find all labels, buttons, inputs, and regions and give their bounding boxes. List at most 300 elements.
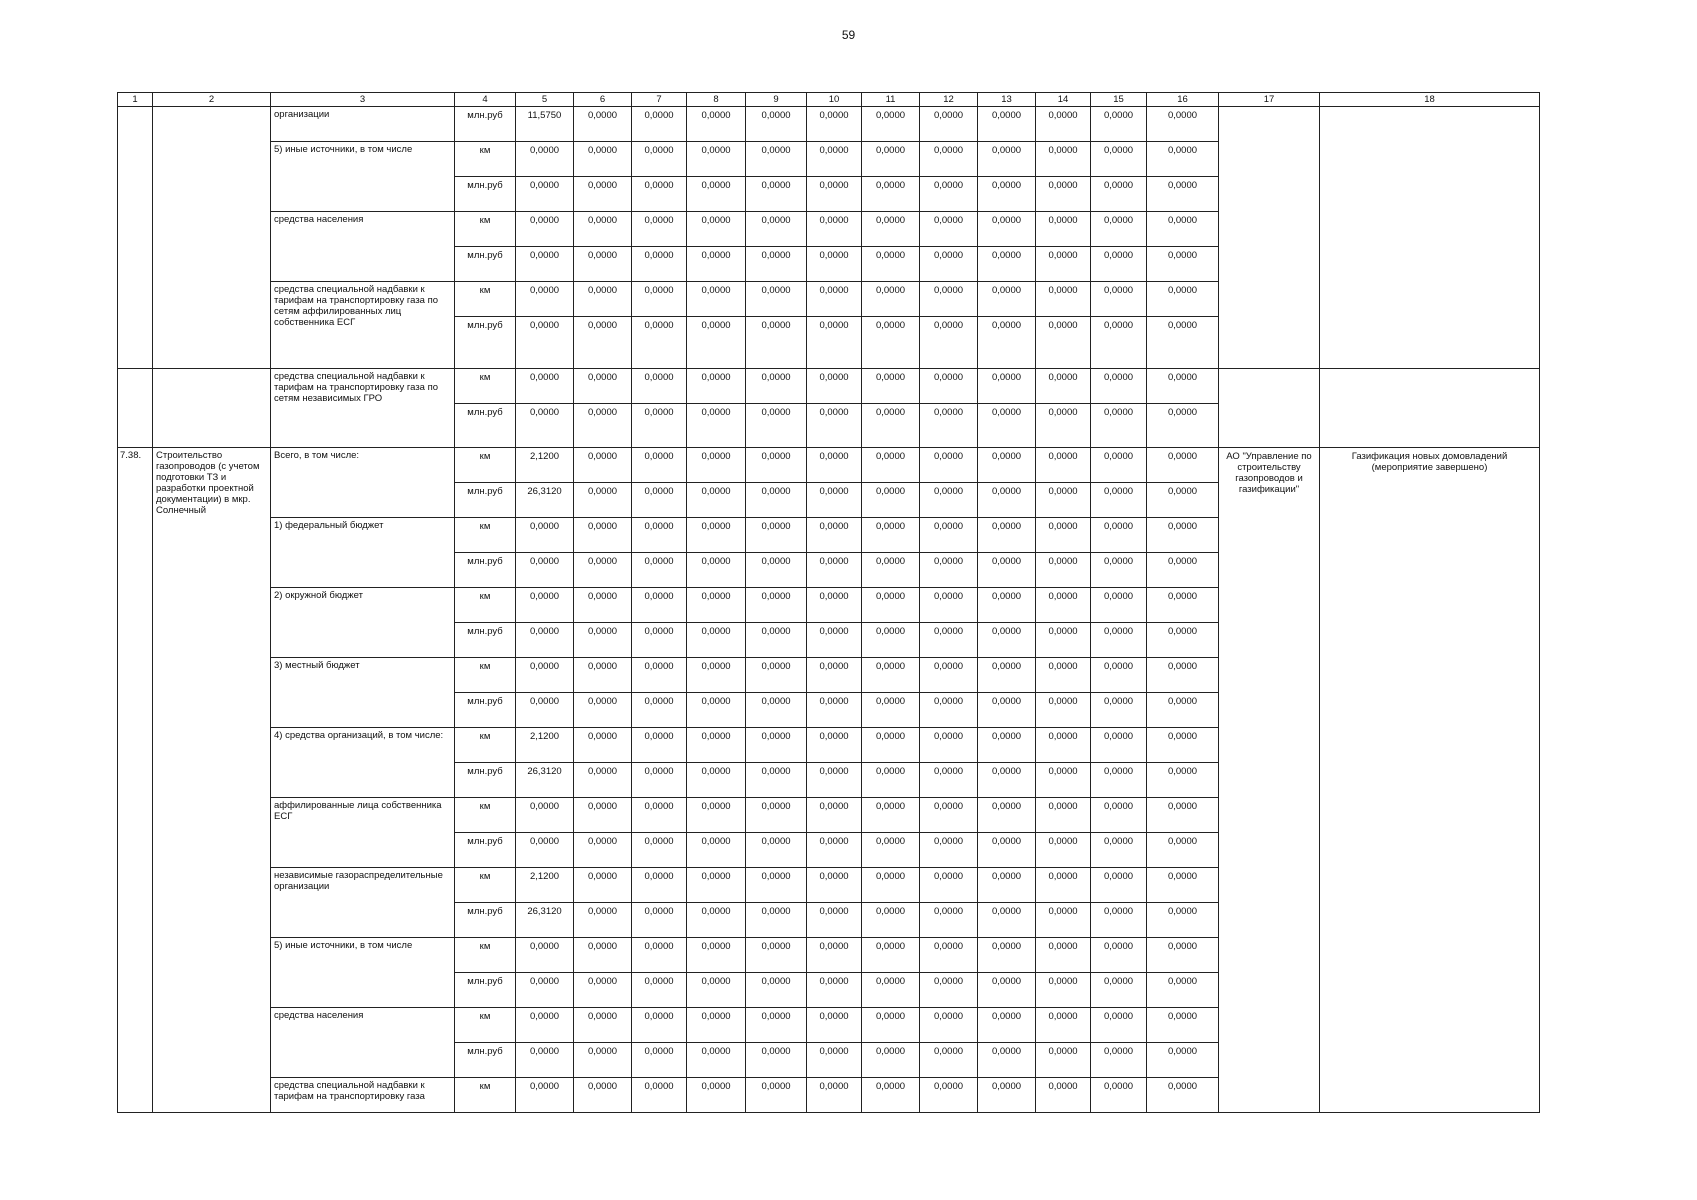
value-cell: 0,0000 [862,282,920,317]
value-cell: 0,0000 [516,833,574,868]
value-cell: 0,0000 [632,623,687,658]
unit-cell: км [455,282,516,317]
executor-cell [1219,369,1320,448]
source-label: средства специальной надбавки к тарифам на транспортировку газа по сетям независимых ГРО [271,369,455,448]
value-cell: 0,0000 [862,177,920,212]
value-cell: 0,0000 [687,973,746,1008]
result: Газификация новых домовладений (мероприятие завершено) [1320,448,1540,1113]
value-cell: 0,0000 [1147,247,1219,282]
value-cell: 0,0000 [1147,282,1219,317]
value-cell: 0,0000 [746,142,807,177]
value-cell: 0,0000 [862,868,920,903]
item-name-cell [153,369,271,448]
source-label: средства специальной надбавки к тарифам на транспортировку газа по сетям аффилированных лиц собственника ЕСГ [271,282,455,369]
source-label: средства специальной надбавки к тарифам на транспортировку газа [271,1078,455,1113]
executor-cell [1219,107,1320,369]
value-cell: 0,0000 [1147,483,1219,518]
unit-cell: млн.руб [455,763,516,798]
value-cell: 0,0000 [1147,728,1219,763]
value-cell: 0,0000 [574,728,632,763]
value-cell: 0,0000 [687,107,746,142]
unit-cell: км [455,588,516,623]
value-cell: 0,0000 [1091,317,1147,369]
value-cell: 0,0000 [1091,588,1147,623]
value-cell: 0,0000 [1091,483,1147,518]
value-cell: 0,0000 [920,833,978,868]
value-cell: 0,0000 [807,973,862,1008]
unit-cell: млн.руб [455,317,516,369]
value-cell: 0,0000 [574,518,632,553]
value-cell: 0,0000 [746,107,807,142]
value-cell: 0,0000 [807,369,862,404]
value-cell: 0,0000 [516,177,574,212]
value-cell: 0,0000 [687,763,746,798]
value-cell: 0,0000 [807,833,862,868]
value-cell: 0,0000 [687,693,746,728]
value-cell: 0,0000 [978,553,1036,588]
value-cell: 0,0000 [862,693,920,728]
value-cell: 0,0000 [1091,247,1147,282]
value-cell: 0,0000 [920,973,978,1008]
value-cell: 0,0000 [862,483,920,518]
value-cell: 0,0000 [1147,658,1219,693]
value-cell: 0,0000 [574,798,632,833]
value-cell: 0,0000 [687,623,746,658]
column-header: 10 [807,93,862,107]
value-cell: 0,0000 [1036,693,1091,728]
value-cell: 0,0000 [574,1043,632,1078]
value-cell: 0,0000 [920,588,978,623]
value-cell: 0,0000 [687,177,746,212]
unit-cell: км [455,798,516,833]
value-cell: 0,0000 [862,798,920,833]
value-cell: 0,0000 [687,212,746,247]
value-cell: 0,0000 [1147,588,1219,623]
item-name-cell [153,107,271,369]
value-cell: 0,0000 [632,518,687,553]
column-header: 9 [746,93,807,107]
value-cell: 0,0000 [1091,518,1147,553]
value-cell: 0,0000 [746,868,807,903]
source-label: 4) средства организаций, в том числе: [271,728,455,798]
value-cell: 0,0000 [687,553,746,588]
value-cell: 0,0000 [632,282,687,317]
value-cell: 0,0000 [746,282,807,317]
unit-cell: км [455,728,516,763]
value-cell: 0,0000 [807,177,862,212]
value-cell: 0,0000 [1091,903,1147,938]
value-cell: 0,0000 [1036,763,1091,798]
source-label: 5) иные источники, в том числе [271,142,455,212]
value-cell: 0,0000 [574,212,632,247]
value-cell: 0,0000 [862,107,920,142]
value-cell: 0,0000 [920,448,978,483]
value-cell: 0,0000 [1147,553,1219,588]
unit-cell: км [455,518,516,553]
value-cell: 0,0000 [1036,177,1091,212]
value-cell: 0,0000 [862,212,920,247]
value-cell: 26,3120 [516,763,574,798]
value-cell: 0,0000 [746,369,807,404]
source-label: Всего, в том числе: [271,448,455,518]
value-cell: 0,0000 [1147,369,1219,404]
source-label: аффилированные лица собственника ЕСГ [271,798,455,868]
value-cell: 0,0000 [1147,763,1219,798]
value-cell: 0,0000 [862,553,920,588]
column-header: 12 [920,93,978,107]
value-cell: 0,0000 [920,553,978,588]
value-cell: 0,0000 [807,658,862,693]
value-cell: 0,0000 [746,903,807,938]
value-cell: 0,0000 [746,247,807,282]
value-cell: 0,0000 [632,1078,687,1113]
value-cell: 0,0000 [687,1078,746,1113]
value-cell: 0,0000 [1091,623,1147,658]
value-cell: 0,0000 [978,728,1036,763]
value-cell: 0,0000 [807,1078,862,1113]
value-cell: 0,0000 [574,553,632,588]
value-cell: 0,0000 [632,903,687,938]
value-cell: 0,0000 [978,588,1036,623]
value-cell: 0,0000 [978,693,1036,728]
value-cell: 0,0000 [1147,142,1219,177]
value-cell: 0,0000 [632,212,687,247]
value-cell: 0,0000 [807,247,862,282]
value-cell: 0,0000 [632,833,687,868]
value-cell: 0,0000 [807,798,862,833]
value-cell: 0,0000 [1036,938,1091,973]
value-cell: 0,0000 [1091,1078,1147,1113]
value-cell: 0,0000 [1036,1008,1091,1043]
value-cell: 0,0000 [920,868,978,903]
value-cell: 0,0000 [1147,623,1219,658]
value-cell: 0,0000 [574,623,632,658]
unit-cell: млн.руб [455,404,516,448]
value-cell: 0,0000 [632,107,687,142]
value-cell: 0,0000 [1091,282,1147,317]
value-cell: 0,0000 [632,483,687,518]
column-header: 13 [978,93,1036,107]
value-cell: 0,0000 [1036,518,1091,553]
value-cell: 0,0000 [632,763,687,798]
value-cell: 11,5750 [516,107,574,142]
value-cell: 0,0000 [632,317,687,369]
column-header: 11 [862,93,920,107]
value-cell: 0,0000 [862,404,920,448]
value-cell: 0,0000 [807,868,862,903]
value-cell: 0,0000 [516,938,574,973]
value-cell: 0,0000 [807,693,862,728]
value-cell: 0,0000 [746,177,807,212]
value-cell: 0,0000 [746,763,807,798]
unit-cell: км [455,142,516,177]
value-cell: 0,0000 [807,623,862,658]
value-cell: 0,0000 [1091,448,1147,483]
column-header: 18 [1320,93,1540,107]
value-cell: 0,0000 [1147,693,1219,728]
value-cell: 0,0000 [920,1078,978,1113]
column-header: 7 [632,93,687,107]
value-cell: 0,0000 [574,107,632,142]
value-cell: 0,0000 [516,798,574,833]
unit-cell: км [455,868,516,903]
value-cell: 0,0000 [516,693,574,728]
value-cell: 0,0000 [746,588,807,623]
value-cell: 0,0000 [920,1043,978,1078]
value-cell: 0,0000 [687,483,746,518]
value-cell: 0,0000 [807,728,862,763]
value-cell: 0,0000 [807,1043,862,1078]
value-cell: 0,0000 [920,212,978,247]
value-cell: 0,0000 [574,763,632,798]
value-cell: 0,0000 [687,247,746,282]
value-cell: 0,0000 [862,247,920,282]
value-cell: 0,0000 [920,623,978,658]
value-cell: 0,0000 [687,658,746,693]
value-cell: 0,0000 [978,623,1036,658]
value-cell: 0,0000 [1091,868,1147,903]
value-cell: 0,0000 [920,763,978,798]
value-cell: 0,0000 [978,518,1036,553]
value-cell: 0,0000 [862,763,920,798]
value-cell: 0,0000 [687,282,746,317]
unit-cell: млн.руб [455,903,516,938]
value-cell: 0,0000 [807,518,862,553]
value-cell: 0,0000 [1091,142,1147,177]
value-cell: 0,0000 [574,868,632,903]
value-cell: 0,0000 [687,938,746,973]
value-cell: 0,0000 [746,798,807,833]
value-cell: 0,0000 [862,448,920,483]
value-cell: 0,0000 [574,483,632,518]
value-cell: 0,0000 [978,1008,1036,1043]
value-cell: 0,0000 [978,317,1036,369]
column-header: 6 [574,93,632,107]
column-header: 1 [118,93,153,107]
value-cell: 0,0000 [807,483,862,518]
value-cell: 0,0000 [1036,142,1091,177]
value-cell: 0,0000 [1091,1008,1147,1043]
value-cell: 0,0000 [632,973,687,1008]
value-cell: 0,0000 [862,588,920,623]
value-cell: 0,0000 [978,868,1036,903]
value-cell: 0,0000 [687,518,746,553]
value-cell: 0,0000 [1036,553,1091,588]
value-cell: 0,0000 [746,1008,807,1043]
column-header: 2 [153,93,271,107]
value-cell: 0,0000 [862,1043,920,1078]
value-cell: 0,0000 [1036,247,1091,282]
value-cell: 0,0000 [574,903,632,938]
unit-cell: км [455,212,516,247]
value-cell: 0,0000 [807,1008,862,1043]
value-cell: 0,0000 [516,282,574,317]
unit-cell: млн.руб [455,973,516,1008]
value-cell: 0,0000 [574,938,632,973]
value-cell: 0,0000 [516,317,574,369]
value-cell: 26,3120 [516,483,574,518]
value-cell: 0,0000 [1147,903,1219,938]
result-cell [1320,369,1540,448]
unit-cell: км [455,658,516,693]
unit-cell: млн.руб [455,693,516,728]
value-cell: 0,0000 [1036,317,1091,369]
value-cell: 0,0000 [687,317,746,369]
value-cell: 0,0000 [807,317,862,369]
value-cell: 0,0000 [862,903,920,938]
value-cell: 0,0000 [516,142,574,177]
item-number: 7.38. [118,448,153,1113]
value-cell: 0,0000 [1147,1008,1219,1043]
value-cell: 0,0000 [746,938,807,973]
source-label: организации [271,107,455,142]
value-cell: 0,0000 [920,142,978,177]
value-cell: 2,1200 [516,448,574,483]
value-cell: 0,0000 [1091,973,1147,1008]
value-cell: 0,0000 [574,404,632,448]
value-cell: 0,0000 [1147,868,1219,903]
value-cell: 0,0000 [1091,212,1147,247]
source-label: независимые газораспределительные организации [271,868,455,938]
value-cell: 0,0000 [516,247,574,282]
value-cell: 0,0000 [1036,1043,1091,1078]
value-cell: 26,3120 [516,903,574,938]
table-row [118,369,1540,404]
value-cell: 0,0000 [1091,833,1147,868]
column-header: 16 [1147,93,1219,107]
value-cell: 0,0000 [807,282,862,317]
value-cell: 0,0000 [574,833,632,868]
unit-cell: км [455,448,516,483]
item-number-cell [118,107,153,369]
value-cell: 0,0000 [1091,404,1147,448]
value-cell: 0,0000 [687,728,746,763]
value-cell: 0,0000 [632,177,687,212]
value-cell: 0,0000 [1036,1078,1091,1113]
unit-cell: млн.руб [455,1043,516,1078]
value-cell: 0,0000 [1036,623,1091,658]
value-cell: 0,0000 [862,658,920,693]
value-cell: 0,0000 [632,369,687,404]
column-header: 17 [1219,93,1320,107]
value-cell: 0,0000 [632,448,687,483]
value-cell: 0,0000 [978,903,1036,938]
value-cell: 0,0000 [1091,369,1147,404]
unit-cell: млн.руб [455,553,516,588]
value-cell: 0,0000 [746,1043,807,1078]
value-cell: 0,0000 [862,142,920,177]
value-cell: 0,0000 [1036,728,1091,763]
unit-cell: млн.руб [455,247,516,282]
value-cell: 0,0000 [920,177,978,212]
value-cell: 0,0000 [746,833,807,868]
value-cell: 0,0000 [1147,317,1219,369]
unit-cell: млн.руб [455,833,516,868]
value-cell: 0,0000 [978,212,1036,247]
value-cell: 0,0000 [1091,798,1147,833]
data-table [117,92,1540,1113]
source-label: 3) местный бюджет [271,658,455,728]
value-cell: 0,0000 [862,518,920,553]
value-cell: 0,0000 [978,369,1036,404]
value-cell: 0,0000 [516,973,574,1008]
value-cell: 0,0000 [1147,833,1219,868]
value-cell: 0,0000 [687,142,746,177]
value-cell: 0,0000 [1091,693,1147,728]
value-cell: 0,0000 [862,1008,920,1043]
value-cell: 0,0000 [920,903,978,938]
value-cell: 0,0000 [632,553,687,588]
result-cell [1320,107,1540,369]
value-cell: 0,0000 [1147,518,1219,553]
value-cell: 0,0000 [687,1043,746,1078]
value-cell: 0,0000 [862,317,920,369]
unit-cell: км [455,1078,516,1113]
value-cell: 0,0000 [1036,973,1091,1008]
value-cell: 0,0000 [1036,833,1091,868]
unit-cell: км [455,369,516,404]
value-cell: 0,0000 [862,1078,920,1113]
value-cell: 0,0000 [1091,553,1147,588]
value-cell: 0,0000 [632,404,687,448]
value-cell: 0,0000 [746,448,807,483]
value-cell: 0,0000 [687,903,746,938]
value-cell: 0,0000 [687,798,746,833]
value-cell: 0,0000 [920,483,978,518]
value-cell: 0,0000 [746,1078,807,1113]
value-cell: 0,0000 [1147,107,1219,142]
value-cell: 0,0000 [746,317,807,369]
column-header: 4 [455,93,516,107]
value-cell: 0,0000 [1036,798,1091,833]
value-cell: 0,0000 [862,623,920,658]
value-cell: 0,0000 [632,658,687,693]
value-cell: 0,0000 [1091,658,1147,693]
value-cell: 0,0000 [516,212,574,247]
unit-cell: км [455,1008,516,1043]
value-cell: 0,0000 [1036,903,1091,938]
value-cell: 0,0000 [574,177,632,212]
value-cell: 0,0000 [920,107,978,142]
value-cell: 0,0000 [687,588,746,623]
value-cell: 0,0000 [746,973,807,1008]
value-cell: 0,0000 [862,728,920,763]
value-cell: 0,0000 [1147,798,1219,833]
unit-cell: млн.руб [455,177,516,212]
value-cell: 0,0000 [687,1008,746,1043]
value-cell: 2,1200 [516,728,574,763]
value-cell: 0,0000 [807,553,862,588]
column-header: 15 [1091,93,1147,107]
value-cell: 0,0000 [862,369,920,404]
value-cell: 0,0000 [920,693,978,728]
value-cell: 0,0000 [632,868,687,903]
value-cell: 0,0000 [746,518,807,553]
column-header: 5 [516,93,574,107]
column-header: 8 [687,93,746,107]
value-cell: 0,0000 [574,588,632,623]
value-cell: 0,0000 [1147,177,1219,212]
value-cell: 0,0000 [978,1078,1036,1113]
unit-cell: км [455,938,516,973]
value-cell: 0,0000 [746,728,807,763]
value-cell: 0,0000 [978,107,1036,142]
value-cell: 0,0000 [862,938,920,973]
value-cell: 0,0000 [632,247,687,282]
value-cell: 0,0000 [920,798,978,833]
value-cell: 0,0000 [632,142,687,177]
value-cell: 0,0000 [516,369,574,404]
